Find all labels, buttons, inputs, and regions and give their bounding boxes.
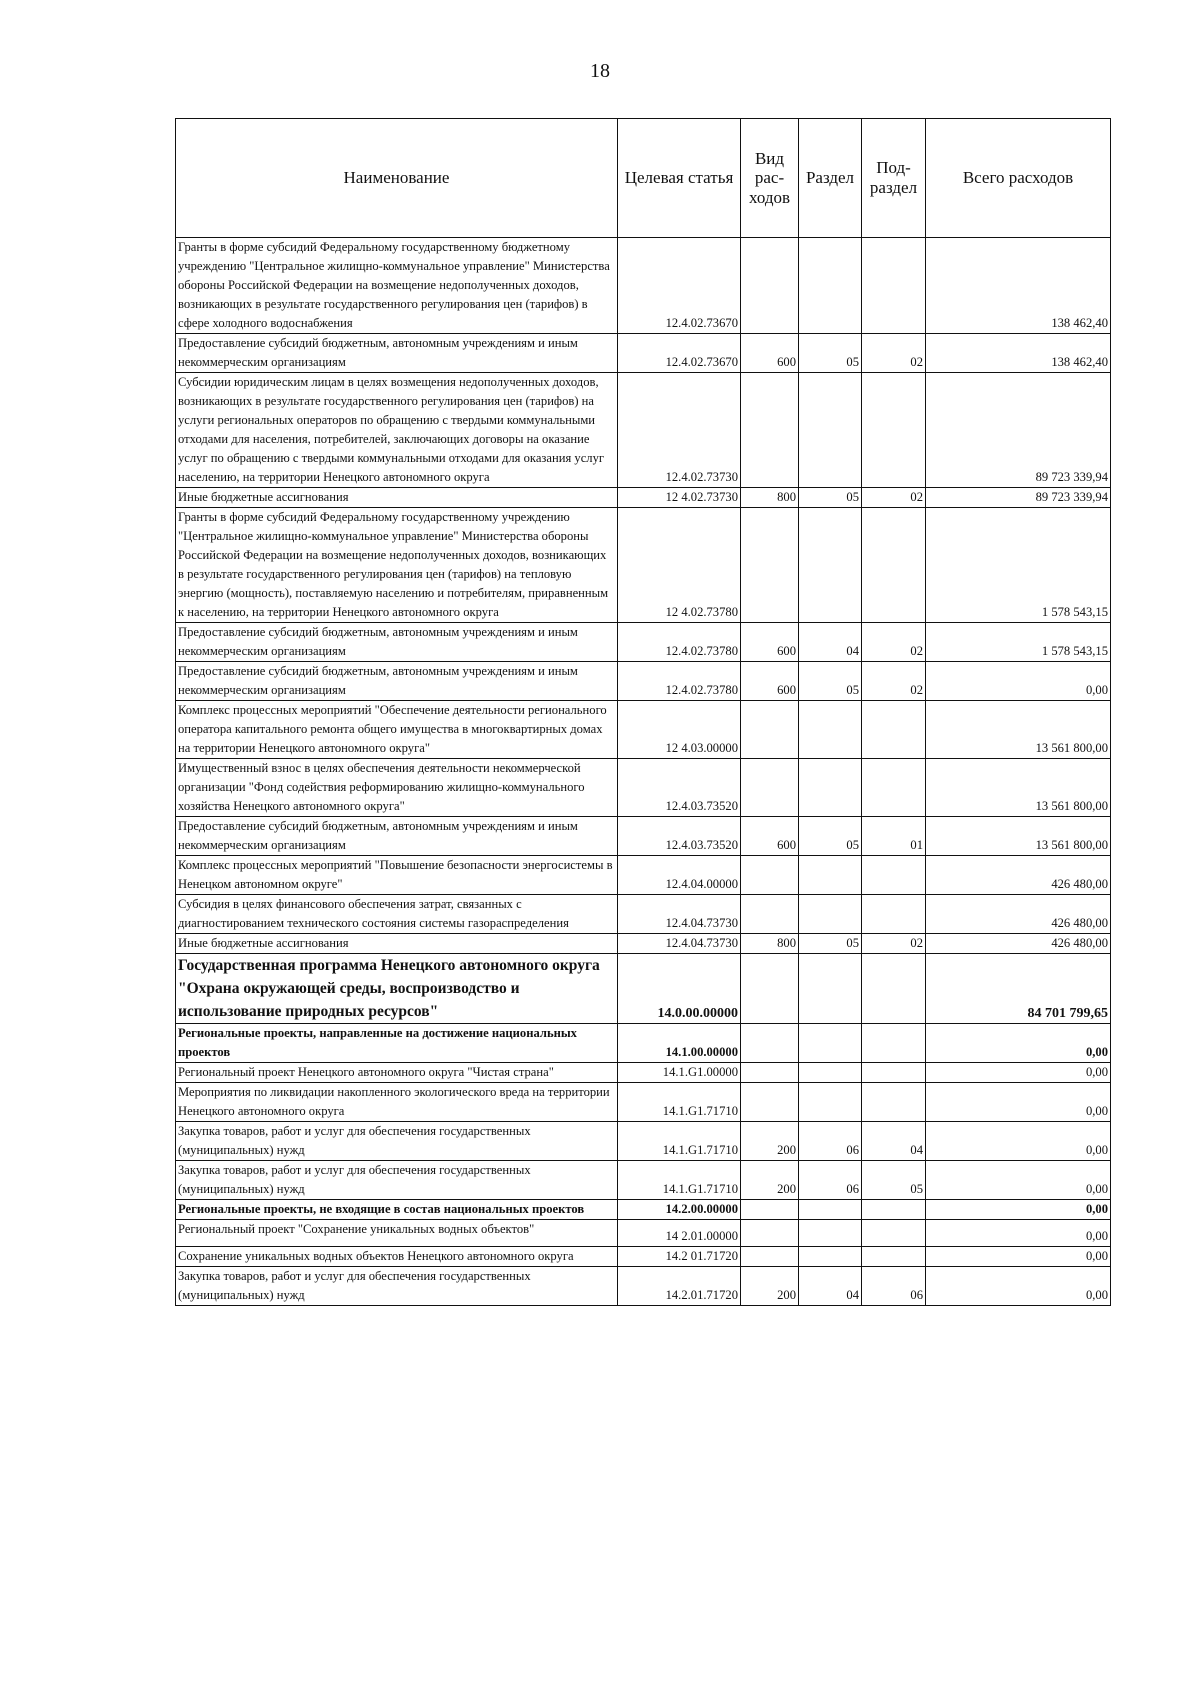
table-row: [176, 701, 1111, 759]
row-target-article: 14.1.00.00000: [618, 1024, 741, 1063]
row-subsection: 02: [862, 934, 926, 954]
row-section: 05: [799, 334, 862, 373]
header-total: Всего расходов: [926, 119, 1111, 238]
row-total: 426 480,00: [926, 895, 1111, 934]
table-row: [176, 1063, 1111, 1083]
row-total: 0,00: [926, 662, 1111, 701]
row-name: Предоставление субсидий бюджетным, автономным учреждениям и иным некоммерческим организациям: [176, 623, 618, 662]
row-expense-type: 600: [741, 817, 799, 856]
row-total: 0,00: [926, 1063, 1111, 1083]
row-name: Предоставление субсидий бюджетным, автономным учреждениям и иным некоммерческим организациям: [176, 334, 618, 373]
table-row: [176, 334, 1111, 373]
row-expense-type: [741, 856, 799, 895]
table-row: [176, 488, 1111, 508]
row-section: [799, 1220, 862, 1247]
row-expense-type: [741, 238, 799, 334]
row-target-article: 12 4.03.00000: [618, 701, 741, 759]
row-name: Субсидии юридическим лицам в целях возмещения недополученных доходов, возникающих в результате государственного регулирования цен (тарифов) на услуги региональных операторов по обращению с твердыми коммунальными отходами для населения, потребителей, заключающих договоры на оказание услуг по обращению с твердыми коммунальными отходами для оказания услуг населению, на территории Ненецкого автономного округа: [176, 373, 618, 488]
row-subsection: [862, 895, 926, 934]
row-section: [799, 1063, 862, 1083]
row-target-article: 14.2.00.00000: [618, 1200, 741, 1220]
row-total: 1 578 543,15: [926, 623, 1111, 662]
row-section: 04: [799, 623, 862, 662]
header-expense-type: Вид рас- ходов: [741, 119, 799, 238]
page-number: 18: [590, 60, 610, 82]
row-section: [799, 701, 862, 759]
row-expense-type: 600: [741, 334, 799, 373]
row-total: 13 561 800,00: [926, 817, 1111, 856]
row-name: Гранты в форме субсидий Федеральному государственному учреждению "Центральное жилищно-коммунальное управление" Министерства обороны Российской Федерации на возмещение недополученных доходов, возникающих в результате государственного регулирования цен (тарифов) на тепловую энергию (мощность), поставляемую населению и потребителям, приравненным к населению, на территории Ненецкого автономного округа: [176, 508, 618, 623]
row-name: Закупка товаров, работ и услуг для обеспечения государственных (муниципальных) нужд: [176, 1267, 618, 1306]
row-target-article: 12.4.02.73670: [618, 334, 741, 373]
row-total: 13 561 800,00: [926, 759, 1111, 817]
row-name: Государственная программа Ненецкого автономного округа "Охрана окружающей среды, воспроизводство и использование природных ресурсов": [176, 954, 618, 1024]
table-row: [176, 1220, 1111, 1247]
row-subsection: 05: [862, 1161, 926, 1200]
table-row: [176, 373, 1111, 488]
row-total: 0,00: [926, 1122, 1111, 1161]
row-subsection: [862, 373, 926, 488]
row-section: [799, 1247, 862, 1267]
row-section: [799, 238, 862, 334]
row-section: 04: [799, 1267, 862, 1306]
row-name: Региональный проект "Сохранение уникальных водных объектов": [176, 1220, 618, 1247]
row-subsection: 02: [862, 488, 926, 508]
table-row: [176, 954, 1111, 1024]
row-target-article: 14 2.01.00000: [618, 1220, 741, 1247]
row-subsection: [862, 701, 926, 759]
table-row: [176, 1024, 1111, 1063]
row-expense-type: [741, 508, 799, 623]
row-section: 05: [799, 488, 862, 508]
row-subsection: 02: [862, 623, 926, 662]
row-subsection: [862, 1024, 926, 1063]
row-target-article: 12.4.02.73780: [618, 662, 741, 701]
row-total: 426 480,00: [926, 934, 1111, 954]
row-total: 84 701 799,65: [926, 954, 1111, 1024]
row-expense-type: 800: [741, 934, 799, 954]
header-subsection: Под- раздел: [862, 119, 926, 238]
row-section: [799, 1200, 862, 1220]
row-section: [799, 895, 862, 934]
row-total: 0,00: [926, 1200, 1111, 1220]
row-subsection: 02: [862, 662, 926, 701]
row-name: Предоставление субсидий бюджетным, автономным учреждениям и иным некоммерческим организациям: [176, 817, 618, 856]
row-total: 138 462,40: [926, 238, 1111, 334]
table-row: [176, 1247, 1111, 1267]
row-name: Предоставление субсидий бюджетным, автономным учреждениям и иным некоммерческим организациям: [176, 662, 618, 701]
row-subsection: [862, 1200, 926, 1220]
row-name: Региональный проект Ненецкого автономного округа "Чистая страна": [176, 1063, 618, 1083]
row-expense-type: [741, 1200, 799, 1220]
row-name: Закупка товаров, работ и услуг для обеспечения государственных (муниципальных) нужд: [176, 1161, 618, 1200]
row-target-article: 12.4.03.73520: [618, 817, 741, 856]
row-target-article: 12.4.02.73730: [618, 373, 741, 488]
row-subsection: 02: [862, 334, 926, 373]
row-section: 05: [799, 817, 862, 856]
row-name: Региональные проекты, направленные на достижение национальных проектов: [176, 1024, 618, 1063]
row-target-article: 12.4.02.73670: [618, 238, 741, 334]
row-target-article: 12.4.03.73520: [618, 759, 741, 817]
header-section: Раздел: [799, 119, 862, 238]
row-name: Имущественный взнос в целях обеспечения деятельности некоммерческой организации "Фонд содействия реформированию жилищно-коммунального хозяйства Ненецкого автономного округа": [176, 759, 618, 817]
row-total: 89 723 339,94: [926, 373, 1111, 488]
row-section: [799, 508, 862, 623]
table-header-row: [176, 119, 1111, 238]
row-total: 0,00: [926, 1267, 1111, 1306]
header-name: Наименование: [176, 119, 618, 238]
row-expense-type: [741, 1220, 799, 1247]
row-target-article: 12.4.04.73730: [618, 934, 741, 954]
row-subsection: [862, 759, 926, 817]
row-subsection: [862, 954, 926, 1024]
row-section: 06: [799, 1122, 862, 1161]
row-total: 0,00: [926, 1247, 1111, 1267]
row-expense-type: 600: [741, 623, 799, 662]
row-subsection: 04: [862, 1122, 926, 1161]
row-expense-type: [741, 759, 799, 817]
row-expense-type: 200: [741, 1161, 799, 1200]
header-target-article: Целевая статья: [618, 119, 741, 238]
row-name: Комплекс процессных мероприятий "Обеспечение деятельности регионального оператора капитального ремонта общего имущества в многоквартирных домах на территории Ненецкого автономного округа": [176, 701, 618, 759]
table-row: [176, 1161, 1111, 1200]
row-target-article: 14.2 01.71720: [618, 1247, 741, 1267]
row-expense-type: [741, 1063, 799, 1083]
row-expense-type: 200: [741, 1122, 799, 1161]
row-target-article: 14.1.G1.71710: [618, 1083, 741, 1122]
row-expense-type: [741, 895, 799, 934]
row-subsection: 01: [862, 817, 926, 856]
budget-table-container: [175, 118, 1110, 1306]
row-total: 89 723 339,94: [926, 488, 1111, 508]
budget-table: [175, 118, 1111, 1306]
row-subsection: [862, 1220, 926, 1247]
row-section: [799, 373, 862, 488]
row-total: 0,00: [926, 1024, 1111, 1063]
row-expense-type: [741, 1247, 799, 1267]
row-subsection: [862, 1083, 926, 1122]
row-total: 1 578 543,15: [926, 508, 1111, 623]
row-name: Субсидия в целях финансового обеспечения затрат, связанных с диагностированием технического состояния системы газораспределения: [176, 895, 618, 934]
row-target-article: 12 4.02.73780: [618, 508, 741, 623]
row-total: 426 480,00: [926, 856, 1111, 895]
table-row: [176, 1122, 1111, 1161]
row-expense-type: [741, 373, 799, 488]
row-total: 0,00: [926, 1220, 1111, 1247]
row-name: Региональные проекты, не входящие в состав национальных проектов: [176, 1200, 618, 1220]
row-section: [799, 1083, 862, 1122]
row-subsection: 06: [862, 1267, 926, 1306]
row-expense-type: [741, 1024, 799, 1063]
row-name: Закупка товаров, работ и услуг для обеспечения государственных (муниципальных) нужд: [176, 1122, 618, 1161]
row-target-article: 12.4.04.73730: [618, 895, 741, 934]
table-row: [176, 1200, 1111, 1220]
row-section: [799, 1024, 862, 1063]
table-row: [176, 662, 1111, 701]
row-name: Мероприятия по ликвидации накопленного экологического вреда на территории Ненецкого автономного округа: [176, 1083, 618, 1122]
row-total: 13 561 800,00: [926, 701, 1111, 759]
row-target-article: 14.2.01.71720: [618, 1267, 741, 1306]
row-subsection: [862, 1247, 926, 1267]
row-section: [799, 954, 862, 1024]
row-name: Комплекс процессных мероприятий "Повышение безопасности энергосистемы в Ненецком автономном округе": [176, 856, 618, 895]
row-subsection: [862, 1063, 926, 1083]
table-row: [176, 238, 1111, 334]
row-subsection: [862, 238, 926, 334]
row-name: Иные бюджетные ассигнования: [176, 488, 618, 508]
row-name: Гранты в форме субсидий Федеральному государственному бюджетному учреждению "Центральное жилищно-коммунальное управление" Министерства обороны Российской Федерации на возмещение недополученных доходов, возникающих в результате государственного регулирования цен (тарифов) в сфере холодного водоснабжения: [176, 238, 618, 334]
row-section: 05: [799, 662, 862, 701]
row-expense-type: 800: [741, 488, 799, 508]
row-total: 0,00: [926, 1083, 1111, 1122]
row-target-article: 14.1.G1.71710: [618, 1161, 741, 1200]
table-body: [176, 238, 1111, 1306]
row-target-article: 14.1.G1.00000: [618, 1063, 741, 1083]
row-expense-type: [741, 701, 799, 759]
table-row: [176, 1083, 1111, 1122]
row-target-article: 12 4.02.73730: [618, 488, 741, 508]
row-name: Иные бюджетные ассигнования: [176, 934, 618, 954]
table-row: [176, 817, 1111, 856]
row-section: [799, 856, 862, 895]
row-target-article: 12.4.04.00000: [618, 856, 741, 895]
row-section: [799, 759, 862, 817]
row-total: 138 462,40: [926, 334, 1111, 373]
row-target-article: 12.4.02.73780: [618, 623, 741, 662]
row-target-article: 14.1.G1.71710: [618, 1122, 741, 1161]
row-subsection: [862, 856, 926, 895]
row-expense-type: 600: [741, 662, 799, 701]
row-expense-type: 200: [741, 1267, 799, 1306]
table-row: [176, 508, 1111, 623]
row-target-article: 14.0.00.00000: [618, 954, 741, 1024]
table-row: [176, 759, 1111, 817]
row-section: 05: [799, 934, 862, 954]
row-expense-type: [741, 1083, 799, 1122]
table-row: [176, 934, 1111, 954]
row-section: 06: [799, 1161, 862, 1200]
table-row: [176, 1267, 1111, 1306]
row-expense-type: [741, 954, 799, 1024]
row-name: Сохранение уникальных водных объектов Ненецкого автономного округа: [176, 1247, 618, 1267]
table-row: [176, 623, 1111, 662]
row-subsection: [862, 508, 926, 623]
table-row: [176, 856, 1111, 895]
row-total: 0,00: [926, 1161, 1111, 1200]
table-row: [176, 895, 1111, 934]
